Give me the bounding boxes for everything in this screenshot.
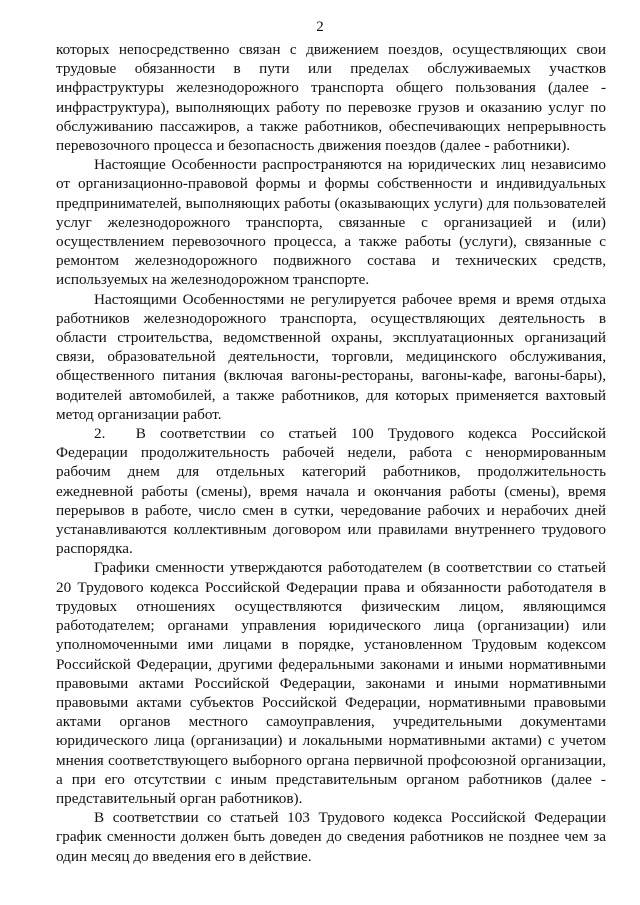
paragraph-scope: Настоящие Особенности распространяются на юридических лиц независимо от организационно-правовой формы и формы собственности и индивидуальных предпринимателей, выполняющих работы (оказывающих услуги) для пользователей услуг железнодорожного транспорта, связанные с организацией и (или) осуществлением перевозочного процесса, а также работы (услуги), связанные с ремонтом железнодорожного подвижного состава и технических средств, используемых на железнодорожном транспорте.	[56, 156, 606, 289]
document-body	[56, 40, 606, 866]
page-number: 2	[316, 19, 324, 35]
paragraph-item-2: 2. В соответствии со статьей 100 Трудового кодекса Российской Федерации продолжительность рабочей недели, работа с ненормированным рабочим днем для отдельных категорий работников, продолжительность ежедневной работы (смены), время начала и окончания работы (смены), время перерывов в работе, число смен в сутки, чередование рабочих и нерабочих дней устанавливаются коллективным договором или правилами внутреннего трудового распорядка.	[56, 425, 606, 558]
paragraph-continuation: которых непосредственно связан с движением поездов, осуществляющих свои трудовые обязанности в пути или пределах обслуживаемых участков инфраструктуры железнодорожного транспорта общего пользования (далее - инфраструктура), выполняющих работу по перевозке грузов и оказанию услуг по обслуживанию пассажиров, а также работников, обеспечивающих непрерывность перевозочного процесса и безопасность движения поездов (далее - работники).	[56, 41, 606, 155]
paragraph-notice: В соответствии со статьей 103 Трудового кодекса Российской Федерации график сменности должен быть доведен до сведения работников не позднее чем за один месяц до введения его в действие.	[56, 809, 606, 865]
paragraph-exclusions: Настоящими Особенностями не регулируется рабочее время и время отдыха работников железнодорожного транспорта, осуществляющих деятельность в области строительства, ведомственной охраны, эксплуатационных организаций связи, образовательной деятельности, торговли, медицинского обслуживания, общественного питания (включая вагоны-рестораны, вагоны-кафе, вагоны-бары), водителей автомобилей, а также работников, для которых применяется вахтовый метод организации работ.	[56, 290, 606, 423]
paragraph-schedules: Графики сменности утверждаются работодателем (в соответствии со статьей 20 Трудового кодекса Российской Федерации права и обязанности работодателя в трудовых отношениях осуществляются физическим лицом, являющимся работодателем; органами управления юридического лица (организации) или уполномоченными ими лицами в порядке, установленном Трудовым кодексом Российской Федерации, другими федеральными законами и иными нормативными правовыми актами Российской Федерации, законами и иными нормативными правовыми актами субъектов Российской Федерации, нормативными правовыми актами органов местного самоуправления, учредительными документами юридического лица (организации) и локальными нормативными актами) с учетом мнения соответствующего выборного органа первичной профсоюзной организации, а при его отсутствии с иным представительным органом работников (далее - представительный орган работников).	[56, 559, 606, 807]
